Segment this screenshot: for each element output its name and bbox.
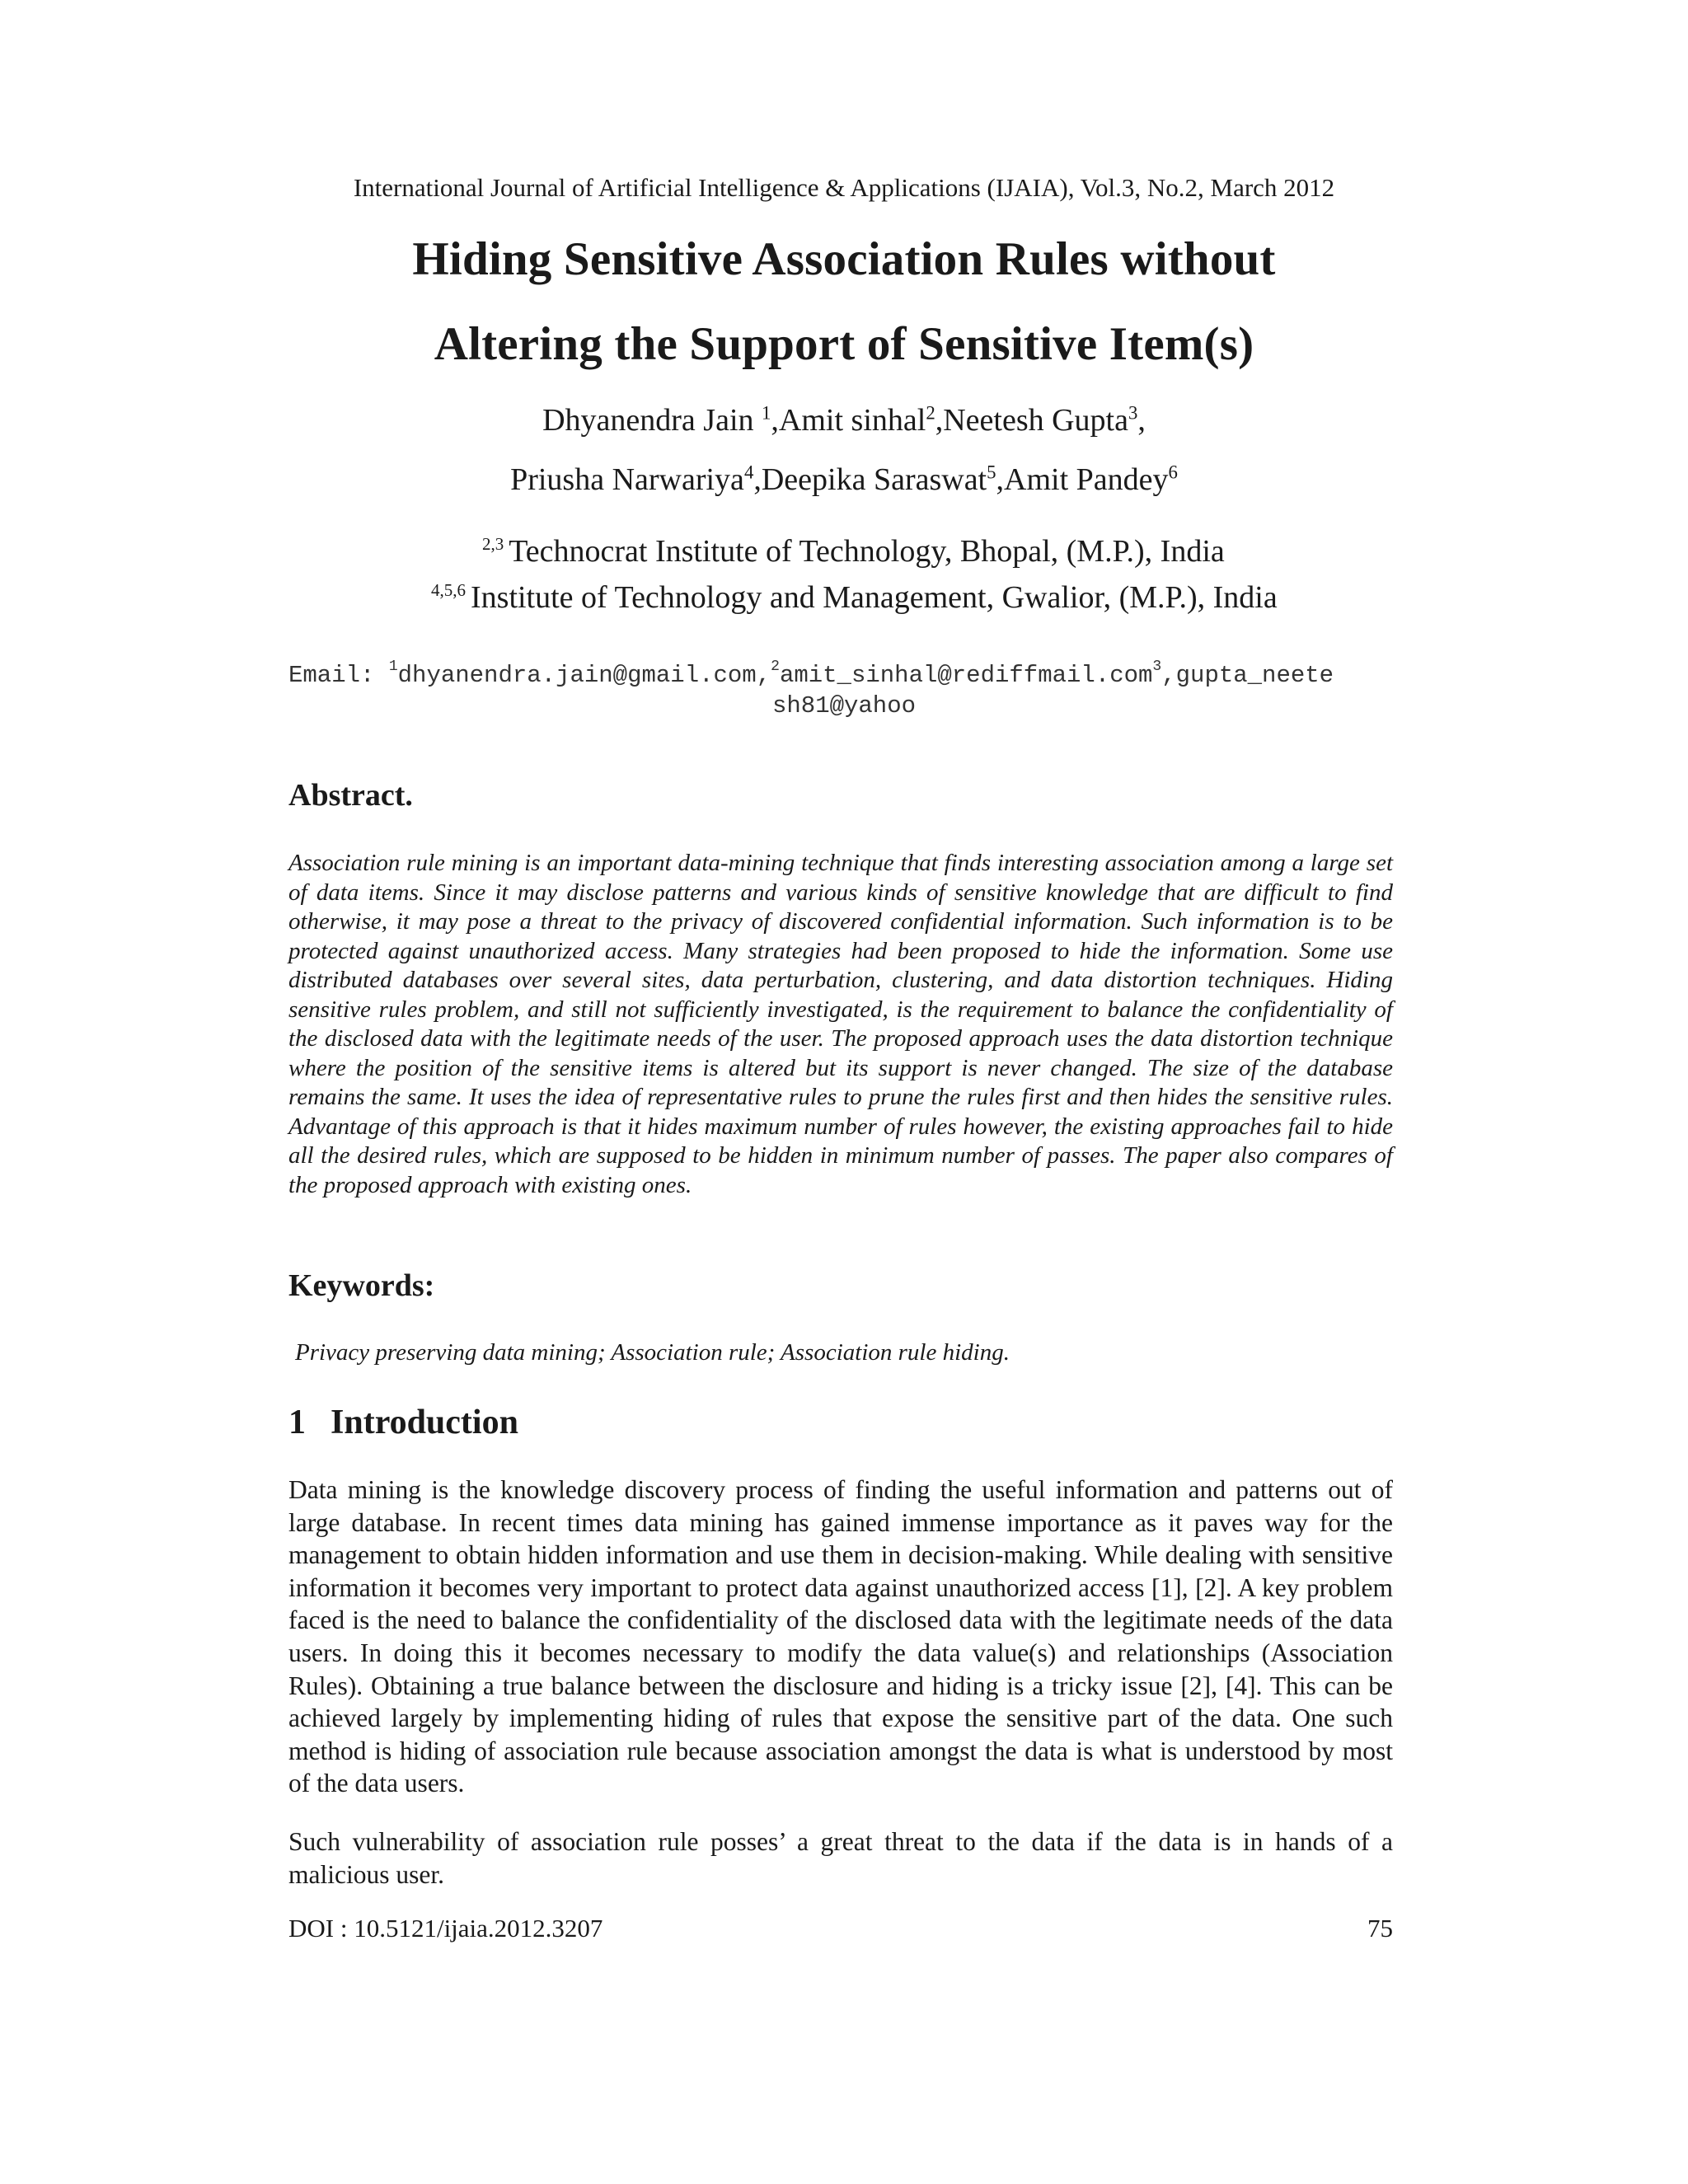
author-separator: , <box>753 462 762 497</box>
author-name: Neetesh Gupta <box>943 403 1128 438</box>
affiliation-text: Institute of Technology and Management, Gwalior, (M.P.), India <box>471 580 1278 615</box>
abstract-text: Association rule mining is an important data-mining technique that finds interesting association among a large set of data items. Since it may disclose patterns and various kinds of sensitive knowledge that are difficult to find otherwise, it may pose a threat to the privacy of discovered confidential information. Such information is to be protected against unauthorized access. Many strategies had been proposed to hide the information. Some use distributed databases over several sites, data perturbation, clustering, and data distortion techniques. Hiding sensitive rules problem, and still not sufficiently investigated, is the requirement to balance the confidentiality of the disclosed data with the legitimate needs of the user. The proposed approach uses the data distortion technique where the position of the sensitive items is altered but its support is never changed. The size of the database remains the same. It uses the idea of representative rules to prune the rules first and then hides the sensitive rules. Advantage of this approach is that it hides maximum number of rules however, the existing approaches fail to hide all the desired rules, which are supposed to be hidden in minimum number of passes. The paper also compares of the proposed approach with existing ones. <box>288 850 1393 1198</box>
affiliation-1 <box>482 533 1225 569</box>
email-superscript: 1 <box>388 658 398 675</box>
author-superscript: 3 <box>1128 402 1138 424</box>
author-superscript: 2 <box>926 402 935 424</box>
section-title: Introduction <box>331 1404 518 1441</box>
introduction-paragraph-1: Data mining is the knowledge discovery process of finding the useful information and patterns out of large database. In recent times data mining has gained immense importance as it paves way for the management to obtain hidden information and use them in decision-making. While dealing with sensitive information it becomes very important to protect data against unauthorized access [1], [2]. A key problem faced is the need to balance the confidentiality of the disclosed data with the legitimate needs of the data users. In doing this it becomes necessary to modify the data value(s) and relationships (Association Rules). Obtaining a true balance between the disclosure and hiding is a tricky issue [2], [4]. This can be achieved largely by implementing hiding of rules that expose the sensitive part of the data. One such method is hiding of association rule because association amongst the data is what is understood by most of the data users. <box>288 1475 1393 1798</box>
author-name: Dhyanendra Jain <box>542 403 762 438</box>
author-separator: , <box>935 403 944 438</box>
paper-title-line-2: Altering the Support of Sensitive Item(s) <box>434 318 1254 370</box>
paper-title-line-1: Hiding Sensitive Association Rules without <box>412 233 1276 285</box>
author-name: Deepika Saraswat <box>761 462 987 497</box>
author-name: Amit sinhal <box>778 403 926 438</box>
author-name: Amit Pandey <box>1004 462 1169 497</box>
affiliation-superscript: 2,3 <box>482 534 504 554</box>
author-superscript: 6 <box>1168 462 1178 483</box>
introduction-heading <box>288 1403 518 1442</box>
author-separator: , <box>1137 403 1146 438</box>
email-line <box>288 658 1334 689</box>
email-superscript: 3 <box>1152 658 1162 675</box>
running-header: International Journal of Artificial Intelligence & Applications (IJAIA), Vol.3, No.2, March 2012 <box>353 173 1335 202</box>
email-line-continued: sh81@yahoo <box>771 692 917 719</box>
email-address: dhyanendra.jain@gmail.com, <box>397 662 771 689</box>
abstract-heading: Abstract. <box>288 778 413 813</box>
section-number: 1 <box>288 1404 306 1441</box>
author-superscript: 5 <box>987 462 996 483</box>
author-line-2 <box>0 462 1688 498</box>
affiliation-2 <box>431 579 1278 616</box>
page-number: 75 <box>1367 1914 1393 1943</box>
author-separator: , <box>771 403 779 438</box>
email-address: ,gupta_neete <box>1161 662 1334 689</box>
keywords-text: Privacy preserving data mining; Association rule; Association rule hiding. <box>295 1339 1010 1366</box>
author-superscript: 4 <box>743 462 754 483</box>
author-separator: , <box>996 462 1005 497</box>
email-address: amit_sinhal@rediffmail.com <box>779 662 1153 689</box>
author-line-1 <box>0 402 1688 438</box>
email-superscript: 2 <box>771 658 780 675</box>
email-label: Email: <box>288 662 375 689</box>
doi-footer: DOI : 10.5121/ijaia.2012.3207 <box>288 1914 603 1943</box>
author-name: Priusha Narwariya <box>510 462 744 497</box>
affiliation-superscript: 4,5,6 <box>431 580 466 600</box>
affiliation-text: Technocrat Institute of Technology, Bhopal, (M.P.), India <box>509 534 1225 569</box>
keywords-heading: Keywords: <box>288 1268 435 1303</box>
introduction-paragraph-2: Such vulnerability of association rule posses’ a great threat to the data if the data is in hands of a malicious user. <box>288 1827 1393 1889</box>
author-superscript: 1 <box>762 402 771 424</box>
